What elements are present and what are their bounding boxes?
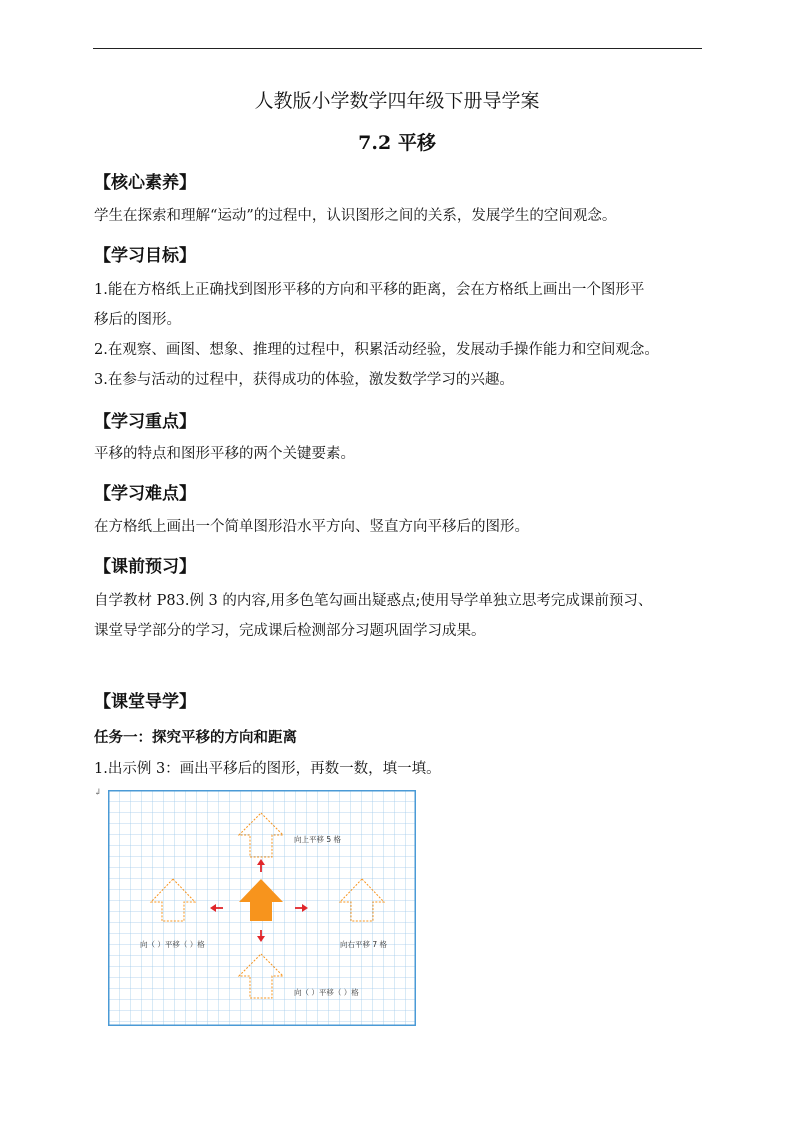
task-title: 任务一：探究平移的方向和距离 xyxy=(94,729,297,746)
lesson-title: 7.2 平移 xyxy=(358,132,436,154)
translation-grid-figure xyxy=(108,790,416,1026)
figure-mark: ↲ xyxy=(94,788,102,798)
key-points-heading: 【学习重点】 xyxy=(94,412,196,432)
goals-heading: 【学习目标】 xyxy=(94,246,196,266)
preview-text xyxy=(94,586,706,646)
core-text: 学生在探索和理解“运动”的过程中，认识图形之间的关系，发展学生的空间观念。 xyxy=(94,208,617,224)
difficulties-text: 在方格纸上画出一个简单图形沿水平方向、竖直方向平移后的图形。 xyxy=(94,519,529,535)
difficulties-heading: 【学习难点】 xyxy=(94,484,196,504)
guide-heading: 【课堂导学】 xyxy=(94,692,196,712)
goal-line: 2.在观察、画图、想象、推理的过程中，积累活动经验，发展动手操作能力和空间观念。 xyxy=(94,342,659,358)
header-rule xyxy=(93,48,702,49)
label-left: 向（ ）平移（ ）格 xyxy=(140,940,205,949)
label-down: 向（ ）平移（ ）格 xyxy=(294,988,359,997)
goal-line: 1.能在方格纸上正确找到图形平移的方向和平移的距离，会在方格纸上画出一个图形平 xyxy=(94,282,645,298)
preview-heading: 【课前预习】 xyxy=(94,557,196,577)
preview-line: 课堂导学部分的学习，完成课后检测部分习题巩固学习成果。 xyxy=(94,623,486,639)
label-right: 向右平移 7 格 xyxy=(340,940,388,949)
task-step: 1.出示例 3：画出平移后的图形，再数一数，填一填。 xyxy=(94,761,441,777)
core-heading: 【核心素养】 xyxy=(94,173,196,193)
page-title: 人教版小学数学四年级下册导学案 xyxy=(254,90,540,112)
goals-list xyxy=(94,275,706,395)
key-points-text: 平移的特点和图形平移的两个关键要素。 xyxy=(94,446,355,462)
goal-line: 3.在参与活动的过程中，获得成功的体验，激发数学学习的兴趣。 xyxy=(94,372,514,388)
label-up: 向上平移 5 格 xyxy=(294,835,342,844)
goal-line: 移后的图形。 xyxy=(94,312,181,328)
preview-line: 自学教材 P83.例 3 的内容,用多色笔勾画出疑惑点;使用导学单独立思考完成课前预习、 xyxy=(94,593,653,609)
